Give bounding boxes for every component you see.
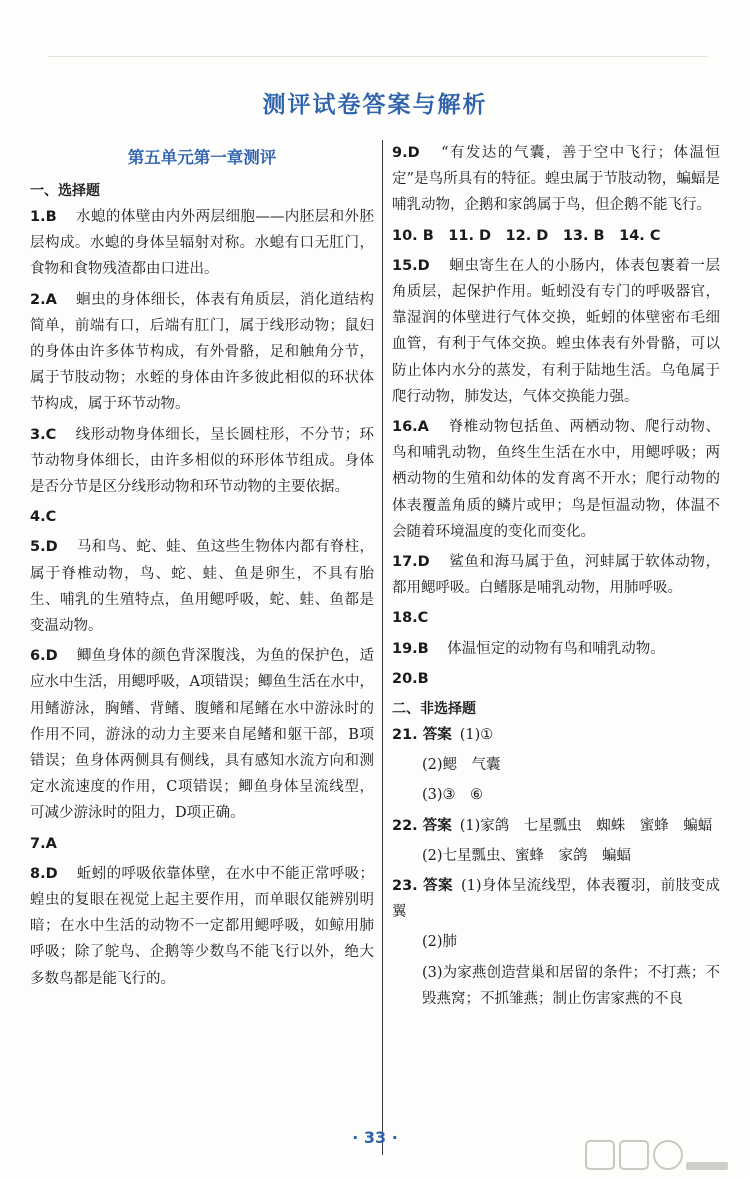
answer-label: 22. 答案 — [392, 817, 452, 834]
answer-item — [30, 643, 374, 826]
answer-item — [392, 549, 720, 601]
answer-text: (2)肺 — [422, 934, 458, 951]
open-answer-list — [392, 722, 720, 1012]
answer-key: 6.D — [30, 648, 58, 665]
open-answer-line — [392, 960, 720, 1012]
answer-key: 3.C — [30, 426, 57, 443]
answer-text: (3)③ ⑥ — [422, 787, 484, 804]
section-heading-nonchoice: 二、非选择题 — [392, 701, 476, 718]
answer-text: (3)为家燕创造营巢和居留的条件；不打燕；不毁燕窝；不抓雏燕；制止伤害家燕的不良 — [422, 964, 720, 1007]
open-answer-line — [392, 752, 720, 778]
answer-key: 19.B — [392, 640, 429, 657]
answer-text: (1)身体呈流线型，体表覆羽，前肢变成翼 — [392, 878, 720, 921]
watermark-logo — [582, 1138, 732, 1174]
explanation-text: 马和鸟、蛇、蛙、鱼这些生物体内都有脊柱，属于脊椎动物，鸟、蛇、蛙、鱼是卵生，不具有胎生、哺乳的生殖特点，鱼用鳃呼吸，蛇、蛙、鱼都是变温动物。 — [30, 539, 374, 635]
answer-key: 15.D — [392, 257, 430, 274]
answer-text: (1)家鸽 七星瓢虫 蜘蛛 蜜蜂 蝙蝠 — [459, 817, 713, 834]
left-column — [30, 140, 374, 996]
answer-item — [30, 422, 374, 501]
answer-text: (2)七星瓢虫、蜜蜂 家鸽 蝙蝠 — [422, 847, 632, 864]
explanation-text: 蛔虫的身体细长，体表有角质层，消化道结构简单，前端有口，后端有肛门，属于线形动物；鼠妇的身体由许多体节构成，有外骨骼，足和触角分节，属于节肢动物；水蛭的身体由许多彼此相似的环状体节构成，属于环节动物。 — [30, 291, 374, 413]
answer-label: 23. 答案 — [392, 878, 453, 895]
open-answer-line — [392, 843, 720, 869]
answer-item — [30, 861, 374, 992]
page-number: · 33 · — [352, 1128, 398, 1147]
explanation-text: 体温恒定的动物有鸟和哺乳动物。 — [432, 640, 665, 657]
answer-item — [392, 605, 720, 631]
answer-text: (2)鳃 气囊 — [422, 757, 501, 774]
right-answer-list — [392, 140, 720, 692]
answer-item — [392, 666, 720, 692]
answer-key: 7.A — [30, 835, 57, 852]
explanation-text: 蚯蚓的呼吸依靠体壁，在水中不能正常呼吸；蝗虫的复眼在视觉上起主要作用，而单眼仅能辨别明暗；在水中生活的动物不一定都用鳃呼吸，如鲸用肺呼吸；除了鸵鸟、企鹅等少数鸟不能飞行以外，绝大多数鸟都是能飞行的。 — [30, 865, 374, 987]
open-answer-line — [392, 873, 720, 925]
explanation-text: 脊椎动物包括鱼、两栖动物、爬行动物、鸟和哺乳动物，鱼终生生活在水中，用鳃呼吸；两栖动物的生殖和幼体的发育离不开水；爬行动物的体表覆盖角质的鳞片或甲；鸟是恒温动物，体温不会随着环境温度的变化而变化。 — [392, 419, 720, 540]
page-title: 测评试卷答案与解析 — [262, 92, 488, 118]
open-answer-line — [392, 929, 720, 955]
left-answer-list — [30, 204, 374, 992]
explanation-text: 线形动物身体细长，呈长圆柱形，不分节；环节动物身体细长，由许多相似的环形体节组成。身体是否分节是区分线形动物和环节动物的主要依据。 — [30, 426, 374, 496]
open-answer-line — [392, 813, 720, 839]
answer-item — [392, 140, 720, 219]
answer-key: 5.D — [30, 539, 58, 556]
answer-key: 2.A — [30, 291, 57, 308]
answer-text: (1)① — [459, 727, 494, 744]
answer-item — [392, 223, 720, 249]
explanation-text: 水螅的体壁由内外两层细胞——内胚层和外胚层构成。水螅的身体呈辐射对称。水螅有口无肛门，食物和食物残渣都由口进出。 — [30, 209, 374, 278]
answer-item — [30, 287, 374, 418]
explanation-text: 鲫鱼身体的颜色背深腹浅，为鱼的保护色，适应水中生活，用鳃呼吸，A项错误；鲫鱼生活在水中，用鳍游泳，胸鳍、背鳍、腹鳍和尾鳍在水中游泳时的作用不同，游泳的动力主要来自尾鳍和躯干部，B项错误；鱼身体两侧具有侧线，具有感知水流方向和测定水流速度的作用，C项错误；鲫鱼身体呈流线型，可减少游泳时的阻力，D项正确。 — [30, 648, 374, 822]
answer-key: 20.B — [392, 670, 429, 687]
explanation-text: “有发达的气囊，善于空中飞行；体温恒定”是鸟所具有的特征。蝗虫属于节肢动物，蝙蝠是哺乳动物，企鹅和家鸽属于鸟，但企鹅不能飞行。 — [392, 145, 720, 214]
open-answer-line — [392, 782, 720, 808]
explanation-text: 鲨鱼和海马属于鱼，河蚌属于软体动物，都用鳃呼吸。白鳍豚是哺乳动物，用肺呼吸。 — [392, 554, 720, 597]
explanation-text: 蛔虫寄生在人的小肠内，体表包裹着一层角质层，起保护作用。蚯蚓没有专门的呼吸器官，靠湿润的体壁进行气体交换，蚯蚓的体壁密布毛细血管，有利于气体交换。蝗虫体表有外骨骼，可以防止体内水分的蒸发，有利于陆地生活。乌龟属于爬行动物，肺发达，气体交换能力强。 — [392, 257, 720, 405]
page-top-rule — [48, 56, 708, 57]
answer-key: 8.D — [30, 865, 58, 882]
answer-item — [30, 204, 374, 283]
answer-key: 10. B 11. D 12. D 13. B 14. C — [392, 227, 661, 244]
answer-key: 18.C — [392, 610, 429, 627]
answer-key: 4.C — [30, 509, 57, 526]
answer-key: 17.D — [392, 554, 430, 571]
answer-item — [30, 504, 374, 530]
answer-item — [30, 534, 374, 639]
answer-key: 9.D — [392, 145, 420, 161]
right-column — [392, 140, 720, 1016]
answer-label: 21. 答案 — [392, 727, 452, 744]
open-answer-line — [392, 722, 720, 748]
section-heading-choice: 一、选择题 — [30, 183, 100, 199]
chapter-title: 第五单元第一章测评 — [127, 148, 277, 167]
column-divider — [382, 140, 383, 1155]
answer-key: 1.B — [30, 209, 57, 225]
answer-item — [392, 414, 720, 545]
answer-key: 16.A — [392, 419, 429, 436]
answer-item — [392, 636, 720, 662]
answer-item — [392, 253, 720, 410]
answer-item — [30, 831, 374, 857]
